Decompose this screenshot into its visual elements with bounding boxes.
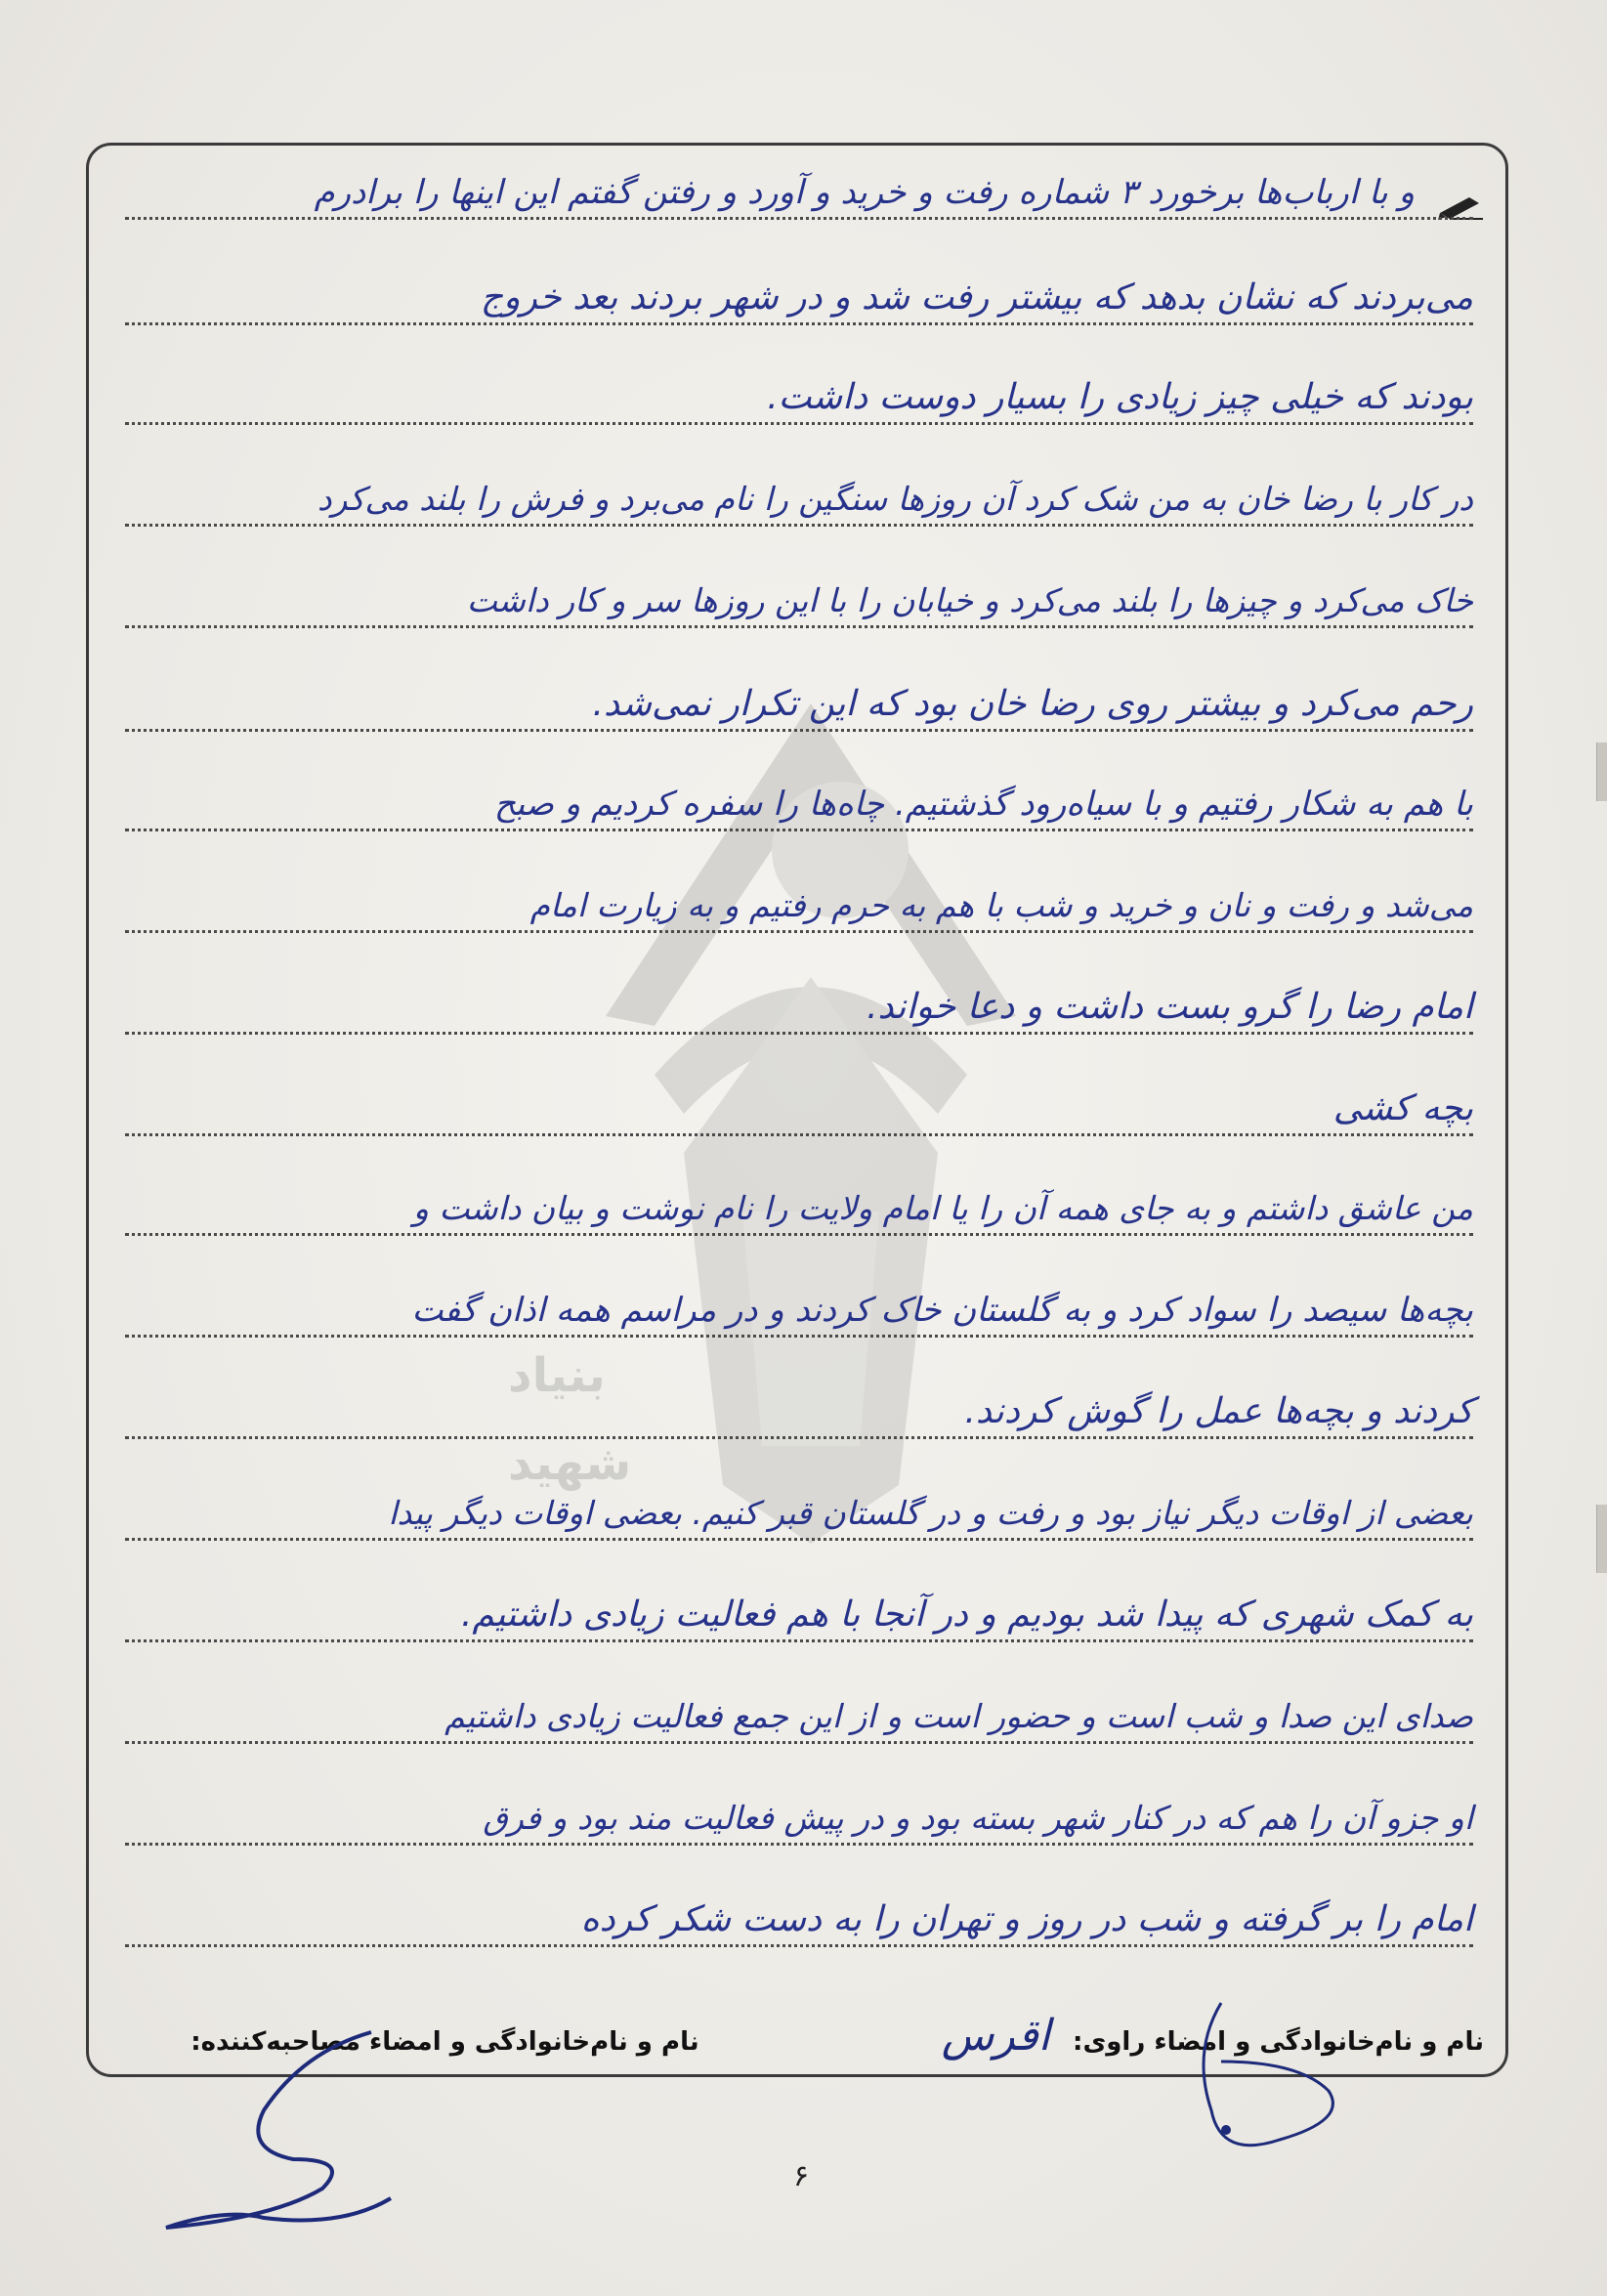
handwritten-line-3: بودند که خیلی چیز زیادی را بسیار دوست داشت. [767,377,1473,417]
interviewer-signature-label: نام و نام‌خانوادگی و امضاء مصاحبه‌کننده: [190,2027,699,2057]
handwritten-line-8: می‌شد و رفت و نان و خرید و شب با هم به حرم رفتیم و به زیارت امام [529,886,1473,924]
handwritten-line-2: می‌بردند که نشان بدهد که بیشتر رفت شد و در شهر بردند بعد خروج [480,277,1473,318]
handwritten-line-18: امام را بر گرفته و شب در روز و تهران را به دست شکر کرده [580,1899,1473,1939]
handwritten-line-5: خاک می‌کرد و چیزها را بلند می‌کرد و خیابان را با این روزها سر و کار داشت [466,581,1473,619]
handwritten-line-14: بعضی از اوقات دیگر نیاز بود و رفت و در گلستان قبر کنیم. بعضی اوقات دیگر پیدا [388,1494,1473,1532]
binder-tab [1596,743,1607,801]
narrator-signature-name: اقرس [941,2011,1050,2061]
handwritten-line-17: او جزو آن را هم که در کنار شهر بسته بود و در پیش فعالیت مند بود و فرق [483,1799,1473,1837]
page-number: ۶ [793,2159,810,2193]
handwritten-line-7: با هم به شکار رفتیم و با سیاه‌رود گذشتیم. چاه‌ها را سفره کردیم و صبح [493,785,1473,824]
watermark-org-line2: شهید [508,1436,632,1491]
handwritten-line-13: کردند و بچه‌ها عمل را گوش کردند. [964,1391,1473,1431]
handwritten-line-9: امام رضا را گرو بست داشت و دعا خواند. [867,987,1473,1027]
handwritten-line-1: و با ارباب‌ها برخورد ۳ شماره رفت و خرید و آورد و رفتن گفتم این اینها را برادرم [314,173,1415,212]
binder-tab [1596,1505,1607,1573]
page-border-frame [86,143,1508,2077]
narrator-signature-label: نام و نام‌خانوادگی و امضاء راوی: [1073,2027,1484,2057]
handwritten-line-12: بچه‌ها سیصد را سواد کرد و به گلستان خاک کردند و در مراسم همه اذان گفت [411,1291,1473,1330]
handwritten-line-6: رحم می‌کرد و بیشتر روی رضا خان بود که این تکرار نمی‌شد. [592,684,1473,724]
handwritten-line-10: بچه کشی [1332,1088,1473,1128]
handwritten-line-4: در کار با رضا خان به من شک کرد آن روزها سنگین را نام می‌برد و فرش را بلند می‌کرد [317,480,1473,518]
handwritten-line-16: صدای این صدا و شب است و حضور است و از این جمع فعالیت زیادی داشتیم [444,1697,1473,1735]
narrator-signature-scribble [147,2013,420,2247]
handwritten-line-15: به کمک شهری که پیدا شد بودیم و در آنجا با هم فعالیت زیادی داشتیم. [460,1594,1473,1635]
watermark-org-line1: بنیاد [508,1348,606,1403]
interviewer-signature-scribble [1133,1993,1426,2169]
handwritten-line-11: من عاشق داشتم و به جای همه آن را یا امام ولایت را نام نوشت و بیان داشت و [413,1189,1473,1227]
